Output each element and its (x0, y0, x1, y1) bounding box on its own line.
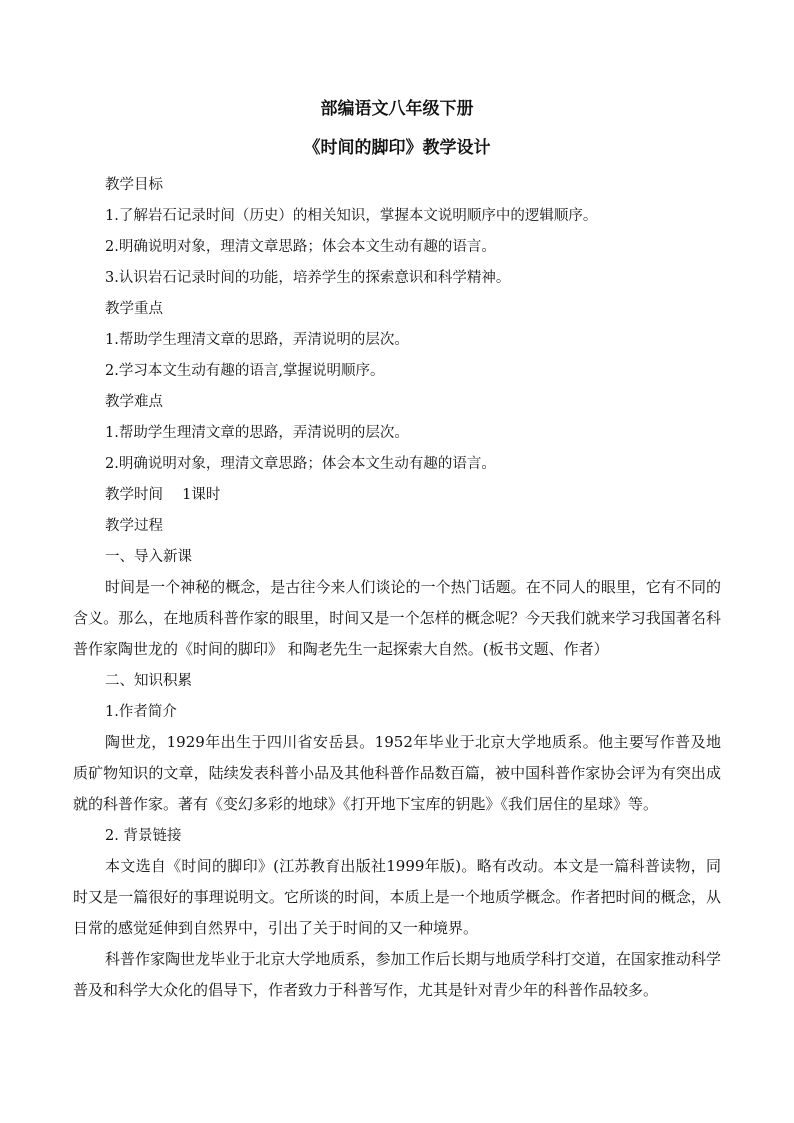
background-paragraph-1: 本文选自《时间的脚印》(江苏教育出版社1999年版)。略有改动。本文是一篇科普读物，同时又是一篇很好的事理说明文。它所谈的时间，本质上是一个地质学概念。作者把时间的概念，从日常的感觉延伸到自然界中，引出了关于时间的又一种境界。 (73, 857, 721, 937)
teaching-time: 教学时间 1课时 (105, 487, 221, 503)
heading-process: 教学过程 (105, 518, 163, 534)
document-subtitle: 《时间的脚印》教学设计 (303, 138, 491, 158)
author-paragraph: 陶世龙，1929年出生于四川省安岳县。1952年毕业于北京大学地质系。他主要写作普及地质矿物知识的文章，陆续发表科普小品及其他科普作品数百篇，被中国科普作家协会评为有突出成就的科普作家。著有《变幻多彩的地球》《打开地下宝库的钥匙》《我们居住的星球》等。 (73, 733, 721, 813)
goal-item-3: 3.认识岩石记录时间的功能，培养学生的探索意识和科学精神。 (105, 270, 511, 286)
author-intro-heading: 1.作者简介 (105, 704, 177, 720)
difficulty-2: 2.明确说明对象，理清文章思路；体会本文生动有趣的语言。 (105, 456, 496, 472)
section-intro-heading: 一、导入新课 (105, 549, 192, 565)
key-point-1: 1.帮助学生理清文章的思路，弄清说明的层次。 (105, 332, 409, 348)
document-title: 部编语文八年级下册 (320, 99, 474, 119)
heading-teaching-goals: 教学目标 (105, 177, 163, 193)
difficulty-1: 1.帮助学生理清文章的思路，弄清说明的层次。 (105, 425, 409, 441)
background-heading: 2. 背景链接 (105, 828, 182, 844)
background-paragraph-2: 科普作家陶世龙毕业于北京大学地质系，参加工作后长期与地质学科打交道，在国家推动科学普及和科学大众化的倡导下，作者致力于科普写作，尤其是针对青少年的科普作品较多。 (73, 950, 721, 999)
goal-item-1: 1.了解岩石记录时间（历史）的相关知识，掌握本文说明顺序中的逻辑顺序。 (105, 208, 598, 224)
heading-key-points: 教学重点 (105, 301, 163, 317)
intro-paragraph: 时间是一个神秘的概念，是古往今来人们谈论的一个热门话题。在不同人的眼里，它有不同的含义。那么，在地质科普作家的眼里，时间又是一个怎样的概念呢？今天我们就来学习我国著名科普作家陶世龙的《时间的脚印》 和陶老先生一起探索大自然。(板书文题、作者） (73, 578, 721, 658)
section-knowledge-heading: 二、知识积累 (105, 673, 192, 689)
heading-difficulties: 教学难点 (105, 394, 163, 410)
goal-item-2: 2.明确说明对象，理清文章思路；体会本文生动有趣的语言。 (105, 239, 496, 255)
key-point-2: 2.学习本文生动有趣的语言,掌握说明顺序。 (105, 363, 385, 379)
